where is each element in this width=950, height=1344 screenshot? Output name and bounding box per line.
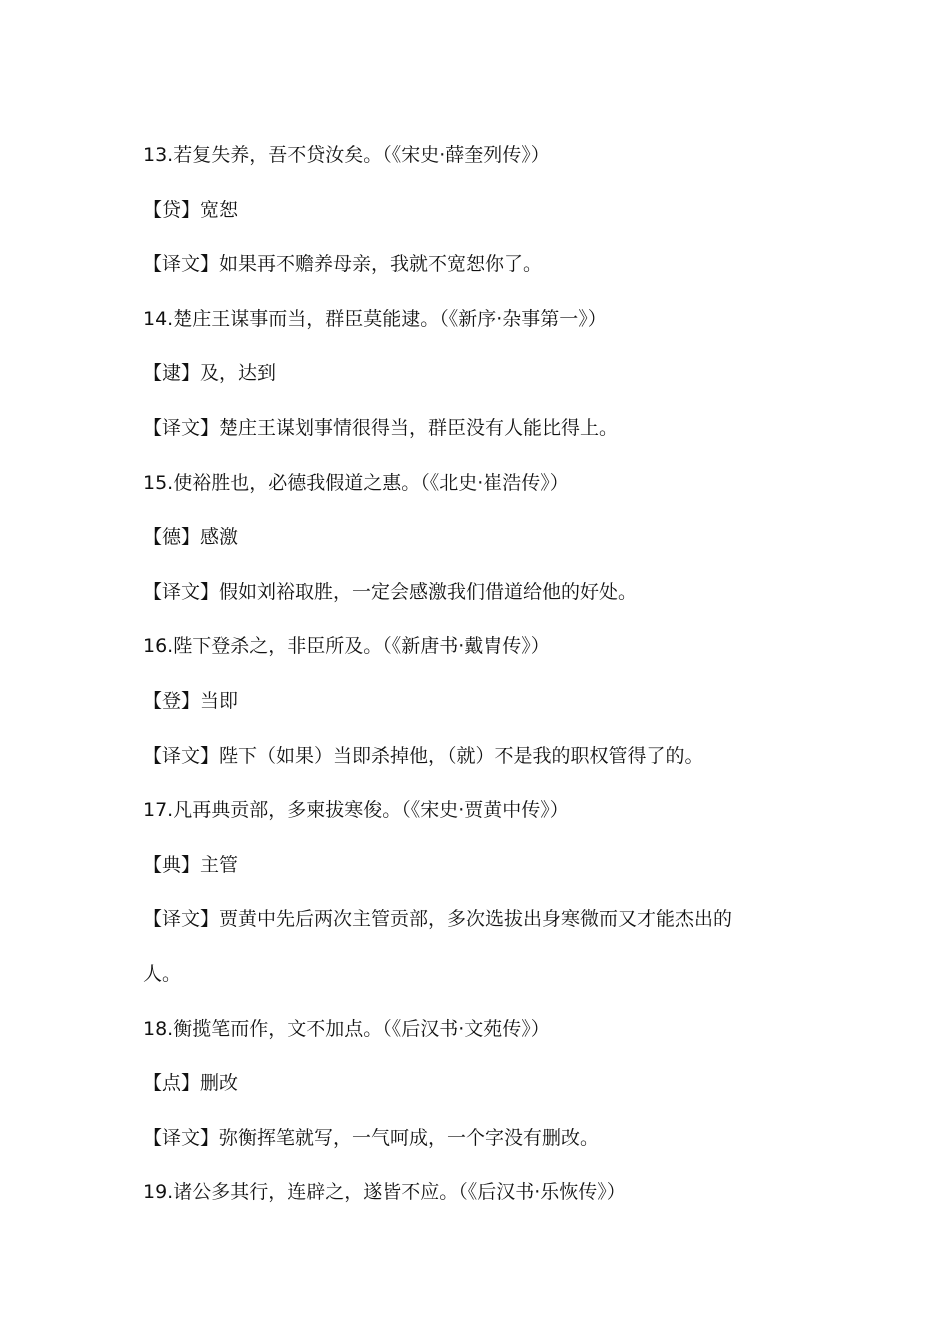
translation-15: 【译文】假如刘裕取胜，一定会感激我们借道给他的好处。 bbox=[143, 580, 638, 603]
example-sentence-19: 19.诸公多其行，连辟之，遂皆不应。（《后汉书·乐恢传》） bbox=[143, 1181, 626, 1204]
translation-18: 【译文】弥衡挥笔就写，一气呵成，一个字没有删改。 bbox=[143, 1126, 600, 1149]
example-sentence-14: 14.楚庄王谋事而当，群臣莫能逮。（《新序·杂事第一》） bbox=[143, 307, 607, 330]
translation-17: 【译文】贾黄中先后两次主管贡部，多次选拔出身寒微而又才能杰出的人。 bbox=[143, 908, 733, 985]
word-gloss-15: 【德】感激 bbox=[143, 526, 239, 549]
word-gloss-16: 【登】当即 bbox=[143, 689, 239, 712]
example-sentence-17: 17.凡再典贡部，多柬拔寒俊。（《宋史·贾黄中传》） bbox=[143, 799, 569, 822]
document-body bbox=[143, 136, 743, 1228]
example-sentence-15: 15.使裕胜也，必德我假道之惠。（《北史·崔浩传》） bbox=[143, 471, 569, 494]
word-gloss-14: 【逮】及，达到 bbox=[143, 362, 277, 385]
example-sentence-13: 13.若复失养，吾不贷汝矣。（《宋史·薛奎列传》） bbox=[143, 144, 550, 166]
example-sentence-18: 18.衡揽笔而作，文不加点。（《后汉书·文苑传》） bbox=[143, 1017, 550, 1040]
word-gloss-18: 【点】删改 bbox=[143, 1072, 239, 1095]
word-gloss-13: 【贷】宽恕 bbox=[143, 198, 239, 221]
translation-14: 【译文】楚庄王谋划事情很得当，群臣没有人能比得上。 bbox=[143, 416, 619, 439]
example-sentence-16: 16.陛下登杀之，非臣所及。（《新唐书·戴胄传》） bbox=[143, 635, 550, 658]
translation-13: 【译文】如果再不赡养母亲，我就不宽恕你了。 bbox=[143, 253, 543, 276]
word-gloss-17: 【典】主管 bbox=[143, 853, 239, 876]
translation-16: 【译文】陛下（如果）当即杀掉他，（就）不是我的职权管得了的。 bbox=[143, 744, 704, 767]
